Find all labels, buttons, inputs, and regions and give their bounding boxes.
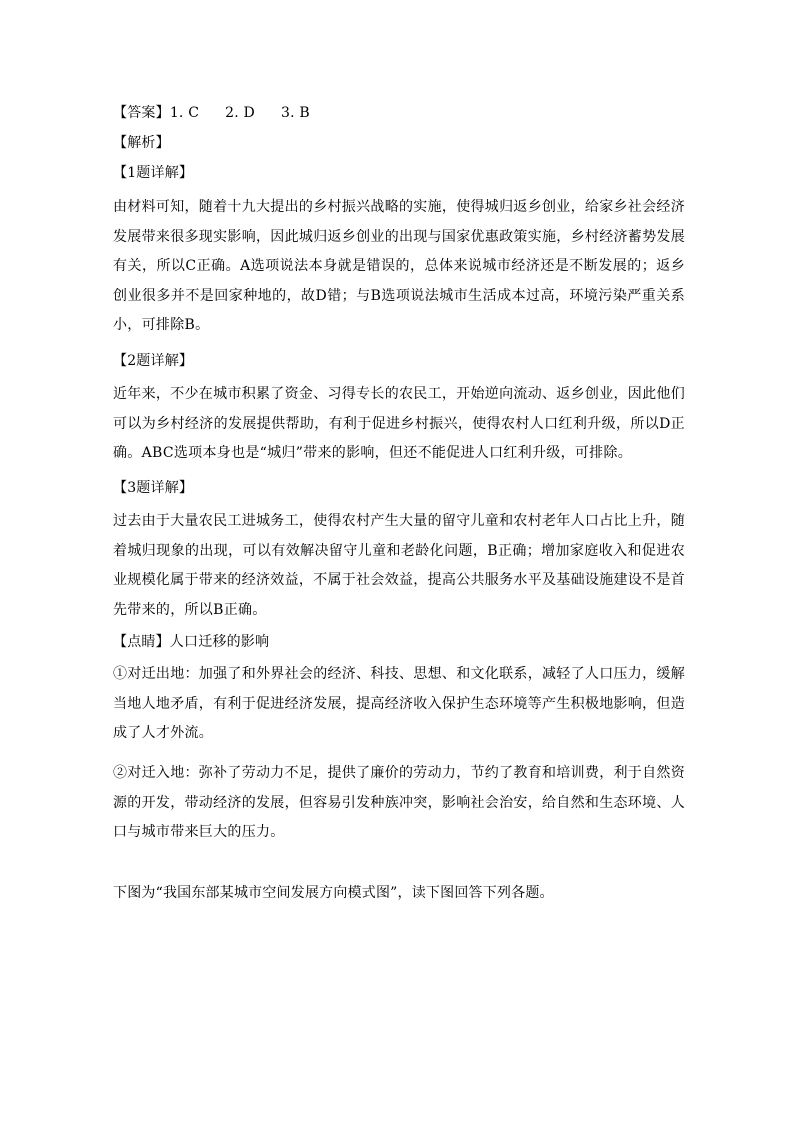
key-point-emigration: ①对迁出地：加强了和外界社会的经济、科技、思想、和文化联系，减轻了人口压力，缓解当地人地矛盾，有利于促进经济发展，提高经济收入保护生态环境等产生积极地影响，但造成了人才外流。 <box>113 666 685 741</box>
q1-explanation: 由材料可知，随着十九大提出的乡村振兴战略的实施，使得城归返乡创业，给家乡社会经济发展带来很多现实影响，因此城归返乡创业的出现与国家优惠政策实施，乡村经济蓄势发展有关，所以C正确。A选项说法本身就是错误的，总体来说城市经济还是不断发展的；返乡创业很多并不是回家种地的，故D错；与B选项说法城市生活成本过高，环境污染严重关系小，可排除B。 <box>113 199 685 333</box>
answer-item-1: 1. C <box>169 105 200 121</box>
answer-item-3: 3. B <box>280 105 310 121</box>
next-question-intro: 下图为“我国东部某城市空间发展方向模式图”，读下图回答下列各题。 <box>113 885 554 901</box>
q2-explanation: 近年来，不少在城市积累了资金、习得专长的农民工，开始逆向流动、返乡创业，因此他们可以为乡村经济的发展提供帮助，有利于促进乡村振兴，使得农村人口红利升级，所以D正确。ABC选项本身也是“城归”带来的影响，但还不能促进人口红利升级，可排除。 <box>113 386 685 461</box>
answer-item-2: 2. D <box>225 105 255 121</box>
q3-explanation: 过去由于大量农民工进城务工，使得农村产生大量的留守儿童和农村老年人口占比上升，随着城归现象的出现，可以有效解决留守儿童和老龄化问题，B正确；增加家庭收入和促进农业规模化属于带来的经济效益，不属于社会效益，提高公共服务水平及基础设施建设不是首先带来的，所以B正确。 <box>113 513 685 618</box>
q3-heading: 【3题详解】 <box>113 480 194 496</box>
q2-heading: 【2题详解】 <box>113 353 194 369</box>
q1-heading: 【1题详解】 <box>113 165 194 181</box>
answer-line <box>113 103 336 123</box>
key-point-immigration: ②对迁入地：弥补了劳动力不足，提供了廉价的劳动力，节约了教育和培训费，利于自然资源的开发，带动经济的发展，但容易引发种族冲突，影响社会治安，给自然和生态环境、人口与城市带来巨大的压力。 <box>113 765 685 840</box>
answer-label: 【答案】 <box>113 105 170 121</box>
key-point-heading: 【点睛】人口迁移的影响 <box>113 634 270 650</box>
analysis-heading: 【解析】 <box>113 135 170 151</box>
